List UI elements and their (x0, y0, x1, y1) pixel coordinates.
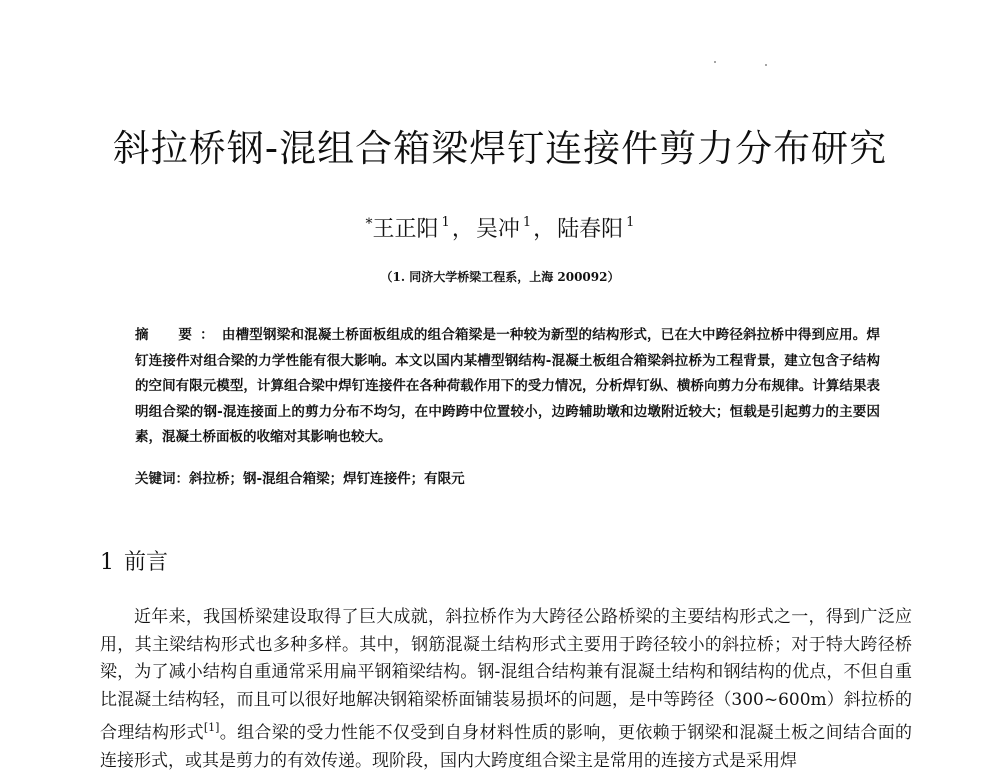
keywords-text: 斜拉桥；钢-混组合箱梁；焊钉连接件；有限元 (189, 471, 465, 487)
author-name: 陆春阳 (557, 217, 624, 242)
body-paragraph (100, 604, 912, 775)
author-name: 吴冲 (475, 217, 520, 242)
author-list (0, 212, 1000, 243)
scan-speck (765, 64, 767, 66)
author-affiliation-index: 1 (441, 215, 450, 230)
keywords-label: 关键词： (135, 471, 189, 487)
keywords (135, 467, 880, 492)
paper-title: 斜拉桥钢-混组合箱梁焊钉连接件剪力分布研究 (112, 127, 888, 170)
section-heading (100, 545, 168, 576)
paragraph-text-continued: 。组合梁的受力性能不仅受到自身材料性质的影响，更依赖于钢梁和混凝土板之间结合面的连接形式，或其是剪力的有效传递。现阶段，国内大跨度组合梁主是常用的连接方式是采用焊 (100, 723, 913, 771)
scan-speck (714, 61, 716, 63)
author-name: 王正阳 (372, 217, 439, 242)
author-separator: ， (533, 217, 556, 242)
author-separator: ， (451, 217, 474, 242)
abstract (135, 323, 880, 451)
section-title: 前言 (124, 550, 169, 575)
citation-marker: [1] (203, 721, 220, 734)
corresponding-author-mark: * (365, 216, 373, 232)
abstract-label: 摘 要： (135, 327, 222, 343)
abstract-text: 由槽型钢梁和混凝土桥面板组成的组合箱梁是一种较为新型的结构形式，已在大中跨径斜拉桥中得到应用。焊钉连接件对组合梁的力学性能有很大影响。本文以国内某槽型钢结构-混凝土板组合箱梁斜拉桥为工程背景，建立包含子结构的空间有限元模型，计算组合梁中焊钉连接件在各种荷载作用下的受力情况，分析焊钉纵、横桥向剪力分布规律。计算结果表明组合梁的钢-混连接面上的剪力分布不均匀，在中跨跨中位置较小，边跨辅助墩和边墩附近较大；恒载是引起剪力的主要因素，混凝土桥面板的收缩对其影响也较大。 (135, 327, 881, 445)
affiliation: （1. 同济大学桥梁工程系，上海 200092） (380, 270, 620, 284)
author-affiliation-index: 1 (522, 215, 532, 230)
paragraph-text: 近年来，我国桥梁建设取得了巨大成就，斜拉桥作为大跨径公路桥梁的主要结构形式之一，得到广泛应用，其主梁结构形式也多种多样。其中，钢筋混凝土结构形式主要用于跨径较小的斜拉桥；对于特大跨径桥梁，为了减小结构自重通常采用扁平钢箱梁结构。钢-混组合结构兼有混凝土结构和钢结构的优点，不但自重比混凝土结构轻，而且可以很好地解决钢箱梁桥面铺装易损坏的问题，是中等跨径（300~600m）斜拉桥的合理结构形式 (100, 607, 912, 743)
section-number: 1 (100, 550, 114, 575)
author-affiliation-index: 1 (626, 215, 635, 230)
